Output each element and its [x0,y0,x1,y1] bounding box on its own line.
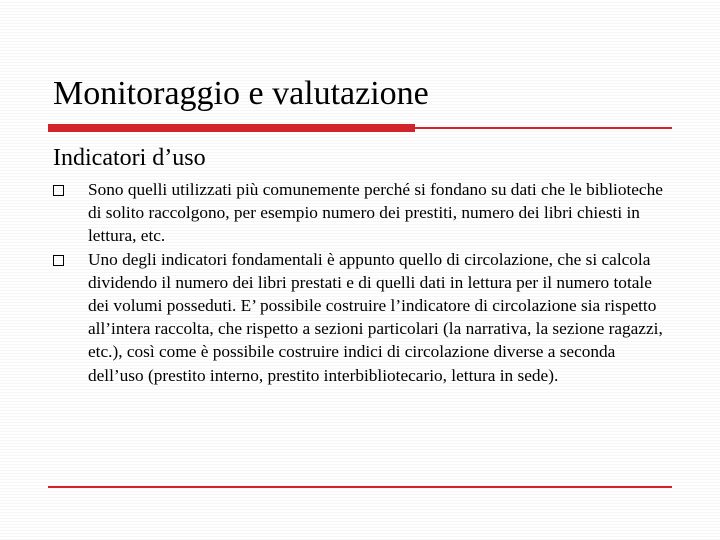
title-underline-thick [48,124,415,132]
hollow-square-bullet-icon [53,255,64,266]
bullet-item [52,178,672,248]
slide-subtitle: Indicatori d’uso [53,145,206,171]
title-underline [48,123,672,133]
bullet-text: Sono quelli utilizzati più comunemente perché si fondano su dati che le biblioteche di solito raccolgono, per esempio numero dei prestiti, numero dei libri chiesti in lettura, etc. [88,180,663,246]
title-underline-thin [415,127,672,129]
slide-title: Monitoraggio e valutazione [53,75,429,112]
hollow-square-bullet-icon [53,185,64,196]
bullet-item [52,248,672,387]
bullet-text: Uno degli indicatori fondamentali è appunto quello di circolazione, che si calcola dividendo il numero dei libri prestati e di quelli dati in lettura per il numero totale dei volumi posseduti. E’ possibile costruire l’indicatore di circolazione sia rispetto all’intera raccolta, che rispetto a sezioni particolari (la narrativa, la sezione ragazzi, etc.), così come è possibile costruire indici di circolazione diverse a seconda dell’uso (prestito interno, prestito interbibliotecario, lettura in sede). [88,249,663,385]
bullet-list [52,178,672,387]
bottom-divider [48,486,672,488]
